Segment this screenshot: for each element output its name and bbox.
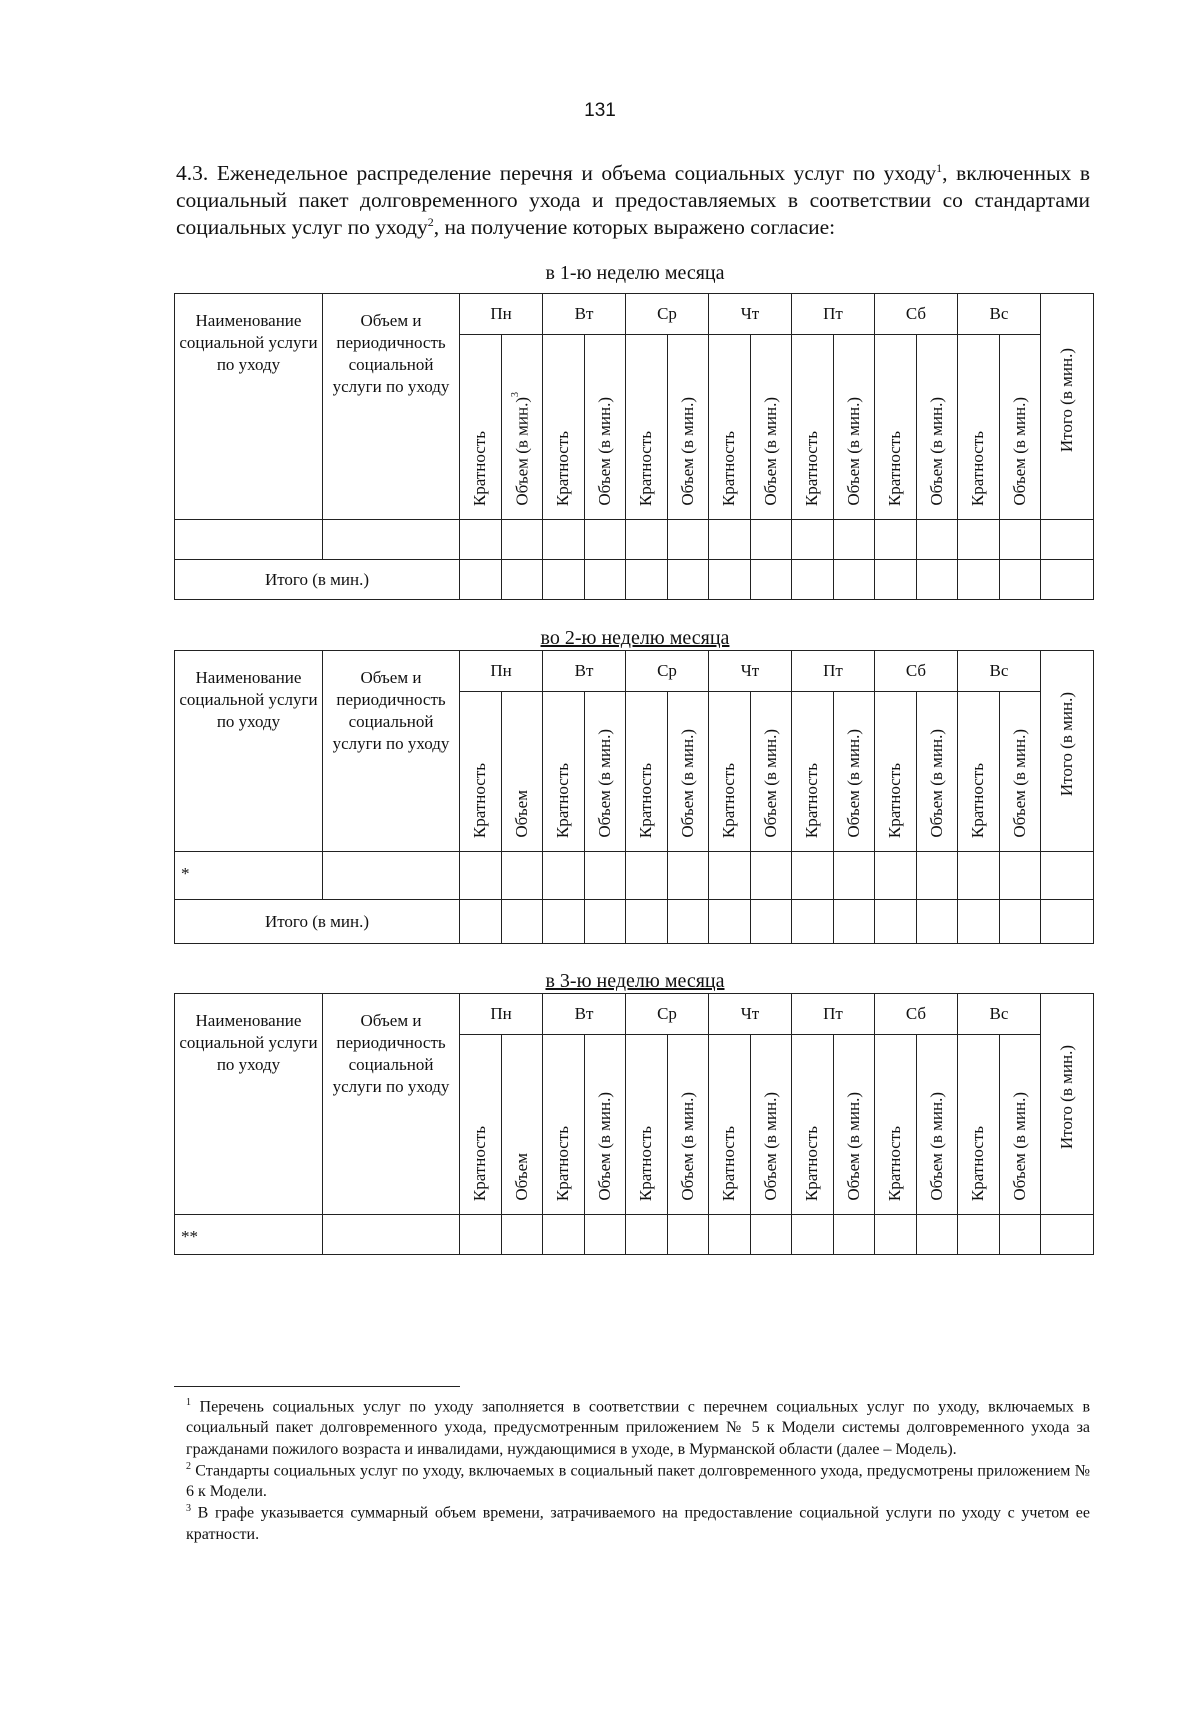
header-volume: Объем (501, 692, 543, 852)
header-volume: Объем (в мин.) (750, 692, 792, 852)
day-wed: Ср (626, 294, 709, 335)
footnotes (186, 1396, 1090, 1545)
header-frequency: Кратность (792, 1035, 834, 1215)
header-volume: Объем (в мин.) (999, 335, 1041, 520)
day-tue: Вт (543, 651, 626, 692)
header-volume: Объем (в мин.) (999, 692, 1041, 852)
day-wed: Ср (626, 651, 709, 692)
header-frequency: Кратность (792, 692, 834, 852)
header-frequency: Кратность (958, 1035, 1000, 1215)
week-2-caption: во 2-ю неделю месяца (540, 627, 730, 649)
day-mon: Пн (460, 651, 543, 692)
total-label: Итого (в мин.) (175, 560, 460, 600)
day-tue: Вт (543, 294, 626, 335)
day-fri: Пт (792, 651, 875, 692)
day-thu: Чт (709, 651, 792, 692)
header-service-name: Наименование социальной услуги по уходу (175, 651, 323, 852)
table-row (175, 852, 1094, 900)
day-fri: Пт (792, 294, 875, 335)
header-volume: Объем (в мин.) (667, 692, 709, 852)
header-total: Итого (в мин.) (1041, 294, 1094, 520)
header-total: Итого (в мин.) (1041, 994, 1094, 1215)
header-volume: Объем (в мин.) (833, 335, 875, 520)
header-volume: Объем (в мин.) (916, 692, 958, 852)
day-sun: Вс (958, 994, 1041, 1035)
header-frequency: Кратность (709, 335, 751, 520)
day-thu: Чт (709, 294, 792, 335)
header-frequency: Кратность (958, 335, 1000, 520)
table-row (175, 1215, 1094, 1255)
header-volume: Объем (в мин.)$^3$ (501, 335, 543, 520)
header-volume: Объем (в мин.) (584, 335, 626, 520)
header-volume-periodicity: Объем и периодичность социальной услуги по уходу (323, 294, 460, 520)
footnote-ref-3: 3 (510, 392, 522, 398)
header-total: Итого (в мин.) (1041, 651, 1094, 852)
header-frequency: Кратность (460, 1035, 502, 1215)
day-sat: Сб (875, 294, 958, 335)
header-volume: Объем (в мин.) (584, 1035, 626, 1215)
table-row (175, 520, 1094, 560)
header-volume-periodicity: Объем и периодичность социальной услуги по уходу (323, 994, 460, 1215)
row-marker: ** (175, 1215, 323, 1255)
day-tue: Вт (543, 994, 626, 1035)
header-frequency: Кратность (958, 692, 1000, 852)
day-sun: Вс (958, 294, 1041, 335)
header-volume: Объем (в мин.) (667, 335, 709, 520)
header-frequency: Кратность (626, 335, 668, 520)
footnote-ref-2: 2 (427, 214, 434, 229)
header-volume: Объем (в мин.) (750, 1035, 792, 1215)
header-volume: Объем (в мин.) (750, 335, 792, 520)
header-volume: Объем (в мин.) (833, 1035, 875, 1215)
header-frequency: Кратность (875, 335, 917, 520)
total-row (175, 900, 1094, 944)
header-volume: Объем (в мин.) (584, 692, 626, 852)
header-frequency: Кратность (543, 335, 585, 520)
day-sat: Сб (875, 994, 958, 1035)
header-frequency: Кратность (709, 692, 751, 852)
header-volume-periodicity: Объем и периодичность социальной услуги по уходу (323, 651, 460, 852)
week-1-caption: в 1-ю неделю месяца (545, 262, 725, 284)
week-2-table (174, 650, 1094, 944)
header-volume: Объем (в мин.) (833, 692, 875, 852)
header-volume: Объем (в мин.) (667, 1035, 709, 1215)
header-frequency: Кратность (626, 692, 668, 852)
total-label: Итого (в мин.) (175, 900, 460, 944)
header-frequency: Кратность (460, 692, 502, 852)
week-1-table (174, 293, 1094, 600)
header-frequency: Кратность (543, 1035, 585, 1215)
header-frequency: Кратность (460, 335, 502, 520)
header-frequency: Кратность (875, 1035, 917, 1215)
header-volume: Объем (в мин.) (916, 335, 958, 520)
week-3-table (174, 993, 1094, 1255)
header-frequency: Кратность (543, 692, 585, 852)
header-frequency: Кратность (875, 692, 917, 852)
footnote-1: $^1$ Перечень социальных услуг по уходу заполняется в соответствии с перечнем социальных услуг по уходу, включаемых в социальный пакет долговременного ухода, предусмотренным приложением № 5 к Модели системы долговременного ухода за гражданами пожилого возраста и инвалидами, нуждающимися в уходе, в Мурманской области (далее – Модель). (186, 1397, 1090, 1458)
footnote-2: $^2$ Стандарты социальных услуг по уходу, включаемых в социальный пакет долговременного ухода, предусмотрены приложением № 6 к Модели. (186, 1460, 1090, 1501)
day-sat: Сб (875, 651, 958, 692)
header-volume: Объем (в мин.) (999, 1035, 1041, 1215)
footnote-ref-1: 1 (936, 160, 943, 175)
header-frequency: Кратность (792, 335, 834, 520)
section-intro: 4.3. Еженедельное распределение перечня и объема социальных услуг по уходу$^1$, включенных в социальный пакет долговременного ухода и предоставляемых в соответствии со стандартами социальных услуг по уходу$^2$, на получение которых выражено согласие: (176, 160, 1090, 239)
total-row (175, 560, 1094, 600)
day-sun: Вс (958, 651, 1041, 692)
header-service-name: Наименование социальной услуги по уходу (175, 294, 323, 520)
row-marker: * (175, 852, 323, 900)
header-frequency: Кратность (709, 1035, 751, 1215)
header-volume: Объем (в мин.) (916, 1035, 958, 1215)
day-fri: Пт (792, 994, 875, 1035)
week-3-caption: в 3-ю неделю месяца (545, 970, 725, 992)
day-thu: Чт (709, 994, 792, 1035)
footnote-3: $^3$ В графе указывается суммарный объем времени, затрачиваемого на предоставление социальной услуги по уходу с учетом ее кратности. (186, 1503, 1090, 1543)
day-mon: Пн (460, 994, 543, 1035)
day-wed: Ср (626, 994, 709, 1035)
footnote-divider (174, 1386, 460, 1387)
header-frequency: Кратность (626, 1035, 668, 1215)
day-mon: Пн (460, 294, 543, 335)
header-service-name: Наименование социальной услуги по уходу (175, 994, 323, 1215)
header-volume: Объем (501, 1035, 543, 1215)
page-number: 131 (584, 100, 616, 121)
